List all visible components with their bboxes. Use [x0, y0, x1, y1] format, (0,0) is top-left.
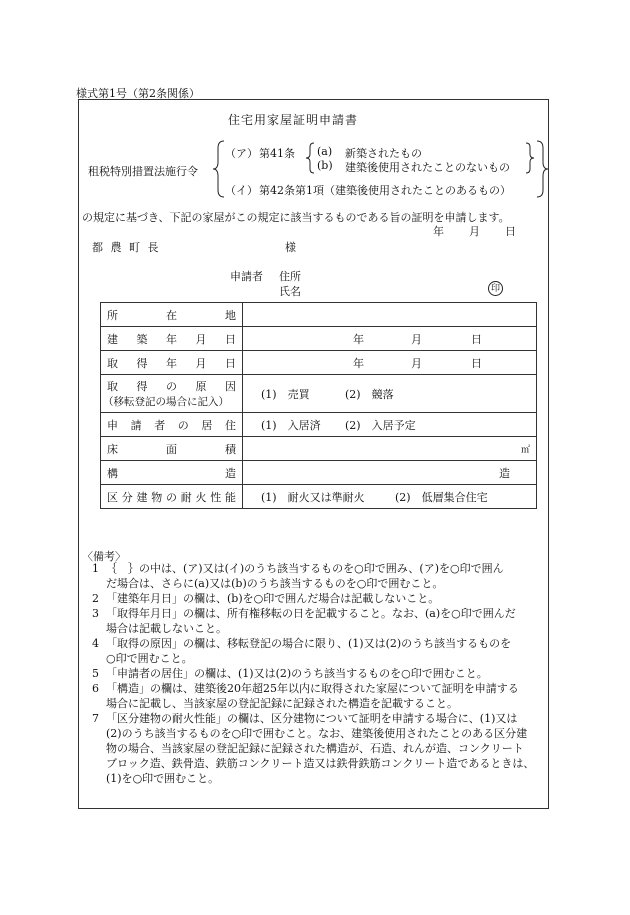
note-text: 「構造」の欄は、建築後20年超25年以内に取得された家屋について証明を申請する [106, 682, 519, 695]
built-date-label-text: 建 築 年 月 日 [107, 332, 236, 346]
note-item [92, 666, 488, 681]
acquired-date-field[interactable] [243, 351, 537, 375]
table-row [101, 461, 537, 485]
built-month: 月 [411, 332, 422, 346]
sub-left-brace-icon [305, 142, 315, 174]
table-row [101, 437, 537, 461]
sub-b-mark: (b) [317, 159, 333, 172]
note-line: 場合に記載し、当該家屋の登記記録に記録された構造を記載すること。 [106, 697, 458, 710]
intro-text: の規定に基づき、下記の家屋がこの規定に該当するものである旨の証明を申請します。 [82, 211, 510, 224]
note-line [92, 606, 516, 621]
item-i-text: 第42条第1項（建築後使用されたことのあるもの） [259, 184, 511, 197]
floor-area-label-text: 床 面 積 [107, 442, 236, 456]
built-date-field[interactable] [243, 327, 537, 351]
law-name: 租税特別措置法施行令 [88, 165, 198, 178]
note-line: 場合は記載しないこと。 [106, 622, 227, 635]
form-title: 住宅用家屋証明申請書 [228, 113, 359, 127]
note-line: ブロック造、鉄骨造、鉄筋コンクリート造又は鉄骨鉄筋コンクリート造であるときは、 [106, 757, 535, 770]
acquired-month: 月 [411, 356, 422, 370]
notes-heading: 〈備考〉 [82, 550, 126, 563]
residence-field [243, 413, 537, 437]
note-line: 物の場合、当該家屋の登記記録に記録された構造が、石造、れんが造、コンクリート [106, 742, 524, 755]
note-line [92, 666, 488, 681]
note-number: 1 [92, 562, 99, 575]
cause-label [101, 375, 243, 413]
built-day: 日 [471, 332, 482, 346]
note-line [92, 636, 511, 651]
note-item [92, 711, 534, 786]
table-row [101, 375, 537, 413]
item-i-label: （イ） [225, 184, 258, 197]
acquired-year: 年 [353, 356, 364, 370]
residence-label-text: 申 請 者 の 居 住 [107, 418, 236, 432]
note-line [92, 681, 519, 696]
floor-area-unit: ㎡ [520, 445, 530, 455]
form-number-label: 様式第1号（第2条関係） [76, 87, 200, 100]
note-line [92, 711, 534, 726]
detail-table [100, 302, 537, 509]
note-line: だ場合は、さらに(a)又は(b)のうち該当するものを○印で囲むこと。 [106, 577, 444, 590]
note-text: 「取得年月日」の欄は、所有権移転の日を記載すること。なお、(a)を○印で囲んだ [106, 607, 516, 620]
cause-field [243, 375, 537, 413]
location-label-text: 所 在 地 [107, 308, 236, 322]
table-row [101, 327, 537, 351]
honorific: 様 [285, 241, 296, 254]
item-a-label: （ア） [225, 147, 258, 160]
sub-b-text: 建築後使用されたことのないもの [345, 161, 510, 174]
note-number: 2 [92, 592, 99, 605]
name-label: 氏名 [279, 285, 301, 298]
address-label: 住所 [279, 270, 301, 283]
cause-option-auction[interactable]: (2) 競落 [345, 387, 394, 401]
seal-mark: 印 [488, 281, 503, 296]
applicant-label: 申請者 [230, 270, 263, 283]
sub-a-mark: (a) [317, 145, 333, 158]
built-date-label [101, 327, 243, 351]
cause-option-sale[interactable]: (1) 売買 [261, 387, 310, 401]
note-text: 「建築年月日」の欄は、(b)を○印で囲んだ場合は記載しないこと。 [106, 592, 440, 605]
acquired-date-label-text: 取 得 年 月 日 [107, 356, 236, 370]
structure-label-text: 構 造 [107, 466, 236, 480]
fire-resistance-label [101, 485, 243, 509]
location-label [101, 303, 243, 327]
note-line [92, 591, 439, 606]
note-text: 「申請者の居住」の欄は、(1)又は(2)のうち該当するものを○印で囲むこと。 [106, 667, 488, 680]
note-item [92, 561, 504, 591]
right-brace-icon [535, 140, 549, 198]
note-number: 3 [92, 607, 99, 620]
note-number: 4 [92, 637, 99, 650]
acquired-date-label [101, 351, 243, 375]
table-row [101, 303, 537, 327]
item-a-article: 第41条 [259, 147, 295, 160]
table-row [101, 351, 537, 375]
addressee: 都 農 町 長 [92, 241, 161, 254]
note-text: 「区分建物の耐火性能」の欄は、区分建物について証明を申請する場合に、(1)又は [106, 712, 518, 725]
note-number: 6 [92, 682, 99, 695]
residence-label [101, 413, 243, 437]
cause-note: （移転登記の場合に記入） [103, 396, 229, 408]
note-line: (1)を○印で囲むこと。 [106, 772, 220, 785]
date-month-label: 月 [469, 225, 480, 238]
note-line [92, 561, 504, 576]
residence-option-moved-in[interactable]: (1) 入居済 [261, 418, 321, 432]
date-day-label: 日 [505, 225, 516, 238]
fire-option-low-rise[interactable]: (2) 低層集合住宅 [395, 490, 488, 504]
residence-option-planned[interactable]: (2) 入居予定 [345, 418, 416, 432]
note-item [92, 606, 516, 636]
sub-a-text: 新築されたもの [345, 147, 422, 160]
note-item [92, 591, 439, 606]
note-text: 「取得の原因」の欄は、移転登記の場合に限り、(1)又は(2)のうち該当するものを [106, 637, 512, 650]
fire-resistance-field [243, 485, 537, 509]
note-line: (2)のうち該当するものを○印で囲むこと。なお、建築後使用されたことのある区分建 [106, 727, 528, 740]
structure-suffix: 造 [499, 466, 510, 480]
floor-area-field[interactable] [243, 437, 537, 461]
location-field[interactable] [243, 303, 537, 327]
fire-resistance-label-text: 区 分 建 物 の 耐 火 性 能 [107, 490, 236, 504]
acquired-day: 日 [471, 356, 482, 370]
table-row [101, 413, 537, 437]
date-year-label: 年 [433, 225, 444, 238]
note-item [92, 636, 511, 666]
note-item [92, 681, 519, 711]
note-number: 5 [92, 667, 99, 680]
note-text: ｛ ｝の中は、(ア)又は(イ)のうち該当するものを○印で囲み、(ア)を○印で囲ん [106, 562, 504, 575]
table-row [101, 485, 537, 509]
sub-right-brace-icon [525, 142, 535, 174]
structure-field[interactable] [243, 461, 537, 485]
note-line: ○印で囲むこと。 [106, 652, 193, 665]
cause-label-text: 取 得 の 原 因 [107, 380, 236, 393]
floor-area-label [101, 437, 243, 461]
fire-option-fireproof[interactable]: (1) 耐火又は準耐火 [261, 490, 365, 504]
note-number: 7 [92, 712, 99, 725]
structure-label [101, 461, 243, 485]
built-year: 年 [353, 332, 364, 346]
left-brace-icon [212, 140, 226, 198]
